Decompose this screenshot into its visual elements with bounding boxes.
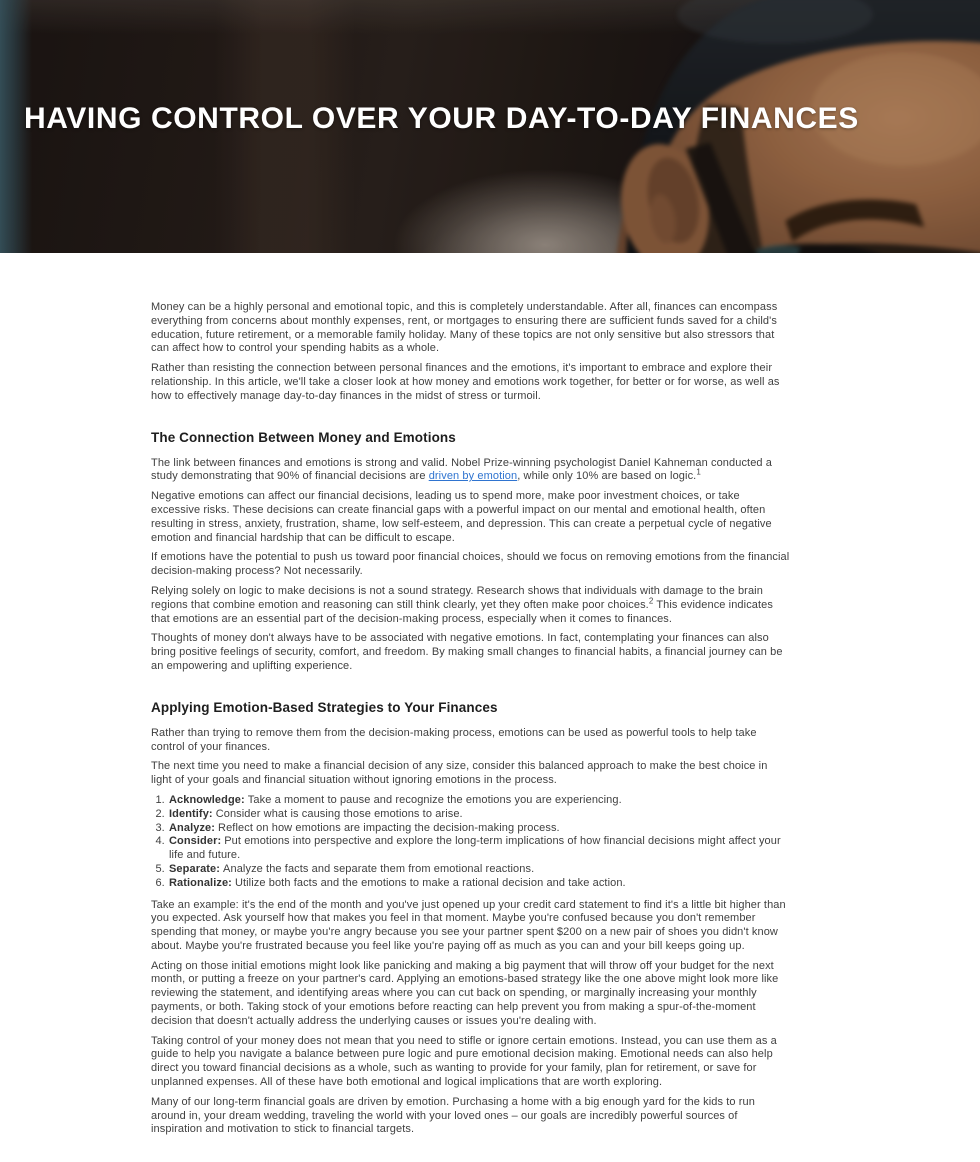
paragraph-removing-emotions: If emotions have the potential to push us toward poor financial choices, should we focus on removing emotions from the financial decision-making process? Not necessarily.	[151, 551, 790, 578]
paragraph-intro-1: Money can be a highly personal and emotional topic, and this is completely understandable. After all, finances can encompass everything from concerns about monthly expenses, rent, or mortgages to ensuring there are sufficient funds saved for a child's education, future retirement, or a memorable family holiday. Many of these topics are not only sensitive but also stressors that can affect how to control your spending habits as a whole.	[151, 301, 778, 355]
footnote-ref-2: 2	[648, 596, 654, 606]
list-item-term: Separate:	[169, 862, 221, 875]
list-item-desc: Reflect on how emotions are impacting the decision-making process.	[218, 821, 560, 834]
emotion-strategy-steps-list	[151, 794, 791, 891]
paragraph-kahneman-study	[151, 457, 791, 485]
page-title: HAVING CONTROL OVER YOUR DAY-TO-DAY FINANCES	[24, 102, 859, 135]
kahneman-text-before-link: The link between finances and emotions is strong and valid. Nobel Prize-winning psychologist Daniel Kahneman conducted a study demonstrating that 90% of financial decisions are	[151, 456, 773, 483]
paragraph-long-term-goals: Many of our long-term financial goals are driven by emotion. Purchasing a home with a big enough yard for the kids to run around in, your dream wedding, traveling the world with your loved ones – our goals are incredibly powerful sources of inspiration and motivation to stick to financial targets.	[151, 1095, 755, 1136]
article-body	[151, 253, 791, 1161]
paragraph-powerful-tools: Rather than trying to remove them from the decision-making process, emotions can be used as powerful tools to help take control of your finances.	[151, 726, 757, 753]
paragraph-logic-strategy	[151, 585, 791, 626]
list-item-term: Rationalize:	[169, 876, 232, 889]
list-item-desc: Take a moment to pause and recognize the emotions you are experiencing.	[247, 793, 622, 806]
list-item-desc: Put emotions into perspective and explore the long-term implications of how financial decisions might affect your life and future.	[169, 835, 781, 862]
list-item-consider	[168, 835, 791, 863]
paragraph-positive-thoughts: Thoughts of money don't always have to be associated with negative emotions. In fact, contemplating your finances can also bring positive feelings of security, comfort, and freedom. By making small changes to financial habits, a financial journey can be an empowering and uplifting experience.	[151, 632, 783, 672]
list-item-desc: Consider what is causing those emotions to arise.	[215, 807, 463, 820]
driven-by-emotion-link[interactable]: driven by emotion	[428, 470, 518, 483]
paragraph-negative-emotions: Negative emotions can affect our financial decisions, leading us to spend more, make poor investment choices, or take excessive risks. These decisions can create financial gaps with a powerful impact on our mental and emotional health, often resulting in stress, anxiety, frustration, shame, low self-esteem, and depression. This can create a perpetual cycle of negative emotion and financial hardship that can be difficult to escape.	[151, 490, 772, 544]
list-item-desc: Analyze the facts and separate them from emotional reactions.	[223, 862, 535, 875]
paragraph-taking-control: Taking control of your money does not mean that you need to stifle or ignore certain emotions. Instead, you can use them as a guide to help you navigate a balance between pure logic and pure emotional decision making. Emotional needs can also help direct you toward financial decisions as a whole, such as wanting to provide for your family, plan for retirement, or save for unplanned expenses. All of these have both emotional and logical implications that are worth exploring.	[151, 1034, 777, 1089]
hero-banner	[0, 0, 980, 253]
list-item-identify	[168, 808, 791, 822]
logic-text-before-sup: Relying solely on logic to make decisions is not a sound strategy. Research shows that individuals with damage to the brain regions that combine emotion and reasoning can still think clearly, yet they often make poor choices.	[151, 584, 763, 611]
list-item-acknowledge	[168, 794, 791, 808]
list-item-term: Identify:	[169, 807, 213, 820]
list-item-separate	[168, 863, 791, 877]
list-item-desc: Utilize both facts and the emotions to make a rational decision and take action.	[234, 876, 626, 889]
paragraph-balanced-approach: The next time you need to make a financial decision of any size, consider this balanced approach to make the best choice in light of your goals and financial situation without ignoring emotions in the process.	[151, 760, 768, 787]
list-item-term: Consider:	[169, 835, 222, 848]
list-item-term: Analyze:	[169, 821, 216, 834]
paragraph-credit-card-example: Take an example: it's the end of the month and you've just opened up your credit card statement to find it's a little bit higher than you expected. Ask yourself how that makes you feel in that moment. Maybe you're confused because you don't remember spending that money, or maybe you're angry because you see your partner spent $200 on a new pair of shoes you didn't know about. Maybe you're frustrated because you feel like you're paying off as much as you can and your bill keeps going up.	[151, 898, 786, 952]
paragraph-intro-2: Rather than resisting the connection between personal finances and the emotions, it's important to embrace and explore their relationship. In this article, we'll take a closer look at how money and emotions work together, for better or for worse, as well as how to effectively manage day-to-day finances in the midst of stress or turmoil.	[151, 362, 780, 402]
logic-text-after-sup: This evidence indicates that emotions are an essential part of the decision-making process, especially when it comes to finances.	[151, 598, 773, 625]
list-item-analyze	[168, 822, 791, 836]
paragraph-acting-on-emotions: Acting on those initial emotions might look like panicking and making a big payment that will throw off your budget for the next month, or putting a freeze on your partner's card. Applying an emotions-based strategy like the one above might look more like reviewing the statement, and identifying areas where you can cut back on spending, or marginally increasing your monthly payments, or both. Taking stock of your emotions before reacting can help prevent you from making a spur-of-the-moment decision that doesn't actually address the underlying causes or issues you're dealing with.	[151, 959, 779, 1027]
section-heading-connection: The Connection Between Money and Emotions	[151, 429, 456, 445]
kahneman-text-after-link: , while only 10% are based on logic.	[517, 470, 697, 483]
section-heading-strategies: Applying Emotion-Based Strategies to Your Finances	[151, 699, 498, 715]
footnote-ref-1: 1	[696, 467, 701, 477]
list-item-rationalize	[168, 877, 791, 891]
list-item-term: Acknowledge:	[169, 793, 245, 806]
